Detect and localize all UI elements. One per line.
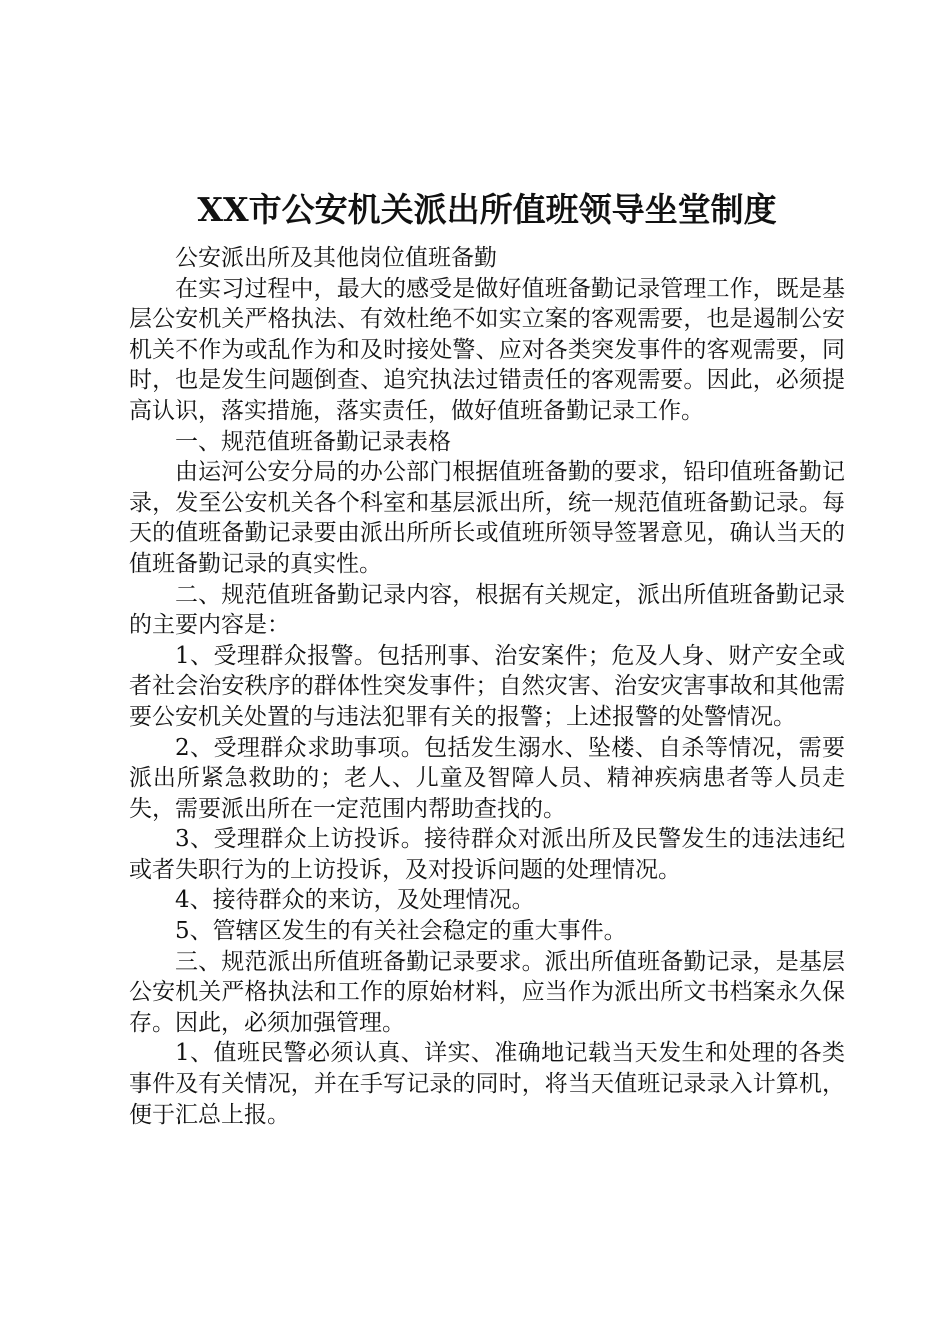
list-item-2: 2、受理群众求助事项。包括发生溺水、坠楼、自杀等情况，需要派出所紧急救助的；老人、儿童及智障人员、精神疾病患者等人员走失，需要派出所在一定范围内帮助查找的。 bbox=[129, 734, 845, 822]
list-item-1: 1、受理群众报警。包括刑事、治安案件；危及人身、财产安全或者社会治安秩序的群体性突发事件；自然灾害、治安灾害事故和其他需要公安机关处置的与违法犯罪有关的报警；上述报警的处警情况。 bbox=[129, 642, 845, 730]
section-heading-3: 三、规范派出所值班备勤记录要求。派出所值班备勤记录，是基层公安机关严格执法和工作的原始材料，应当作为派出所文书档案永久保存。因此，必须加强管理。 bbox=[129, 948, 845, 1036]
list-item-4: 4、接待群众的来访，及处理情况。 bbox=[175, 887, 535, 914]
document-page bbox=[129, 185, 845, 1130]
section-heading-1: 一、规范值班备勤记录表格 bbox=[175, 428, 451, 455]
paragraph-section-1: 由运河公安分局的办公部门根据值班备勤的要求，铅印值班备勤记录，发至公安机关各个科室和基层派出所，统一规范值班备勤记录。每天的值班备勤记录要由派出所所长或值班所领导签署意见，确认当天的值班备勤记录的真实性。 bbox=[129, 459, 845, 577]
list-item-6: 1、值班民警必须认真、详实、准确地记载当天发生和处理的各类事件及有关情况，并在手写记录的同时，将当天值班记录录入计算机，便于汇总上报。 bbox=[129, 1040, 845, 1128]
paragraph-subtitle: 公安派出所及其他岗位值班备勤 bbox=[175, 245, 497, 271]
paragraph-intro: 在实习过程中，最大的感受是做好值班备勤记录管理工作，既是基层公安机关严格执法、有效杜绝不如实立案的客观需要，也是遏制公安机关不作为或乱作为和及时接处警、应对各类突发事件的客观需要，同时，也是发生问题倒查、追究执法过错责任的客观需要。因此，必须提高认识，落实措施，落实责任，做好值班备勤记录工作。 bbox=[129, 275, 845, 424]
section-heading-2: 二、规范值班备勤记录内容，根据有关规定，派出所值班备勤记录的主要内容是： bbox=[129, 581, 845, 639]
list-item-3: 3、受理群众上访投诉。接待群众对派出所及民警发生的违法违纪或者失职行为的上访投诉，及对投诉问题的处理情况。 bbox=[129, 826, 845, 883]
list-item-5: 5、管辖区发生的有关社会稳定的重大事件。 bbox=[175, 918, 627, 945]
document-title: XX市公安机关派出所值班领导坐堂制度 bbox=[197, 190, 777, 229]
